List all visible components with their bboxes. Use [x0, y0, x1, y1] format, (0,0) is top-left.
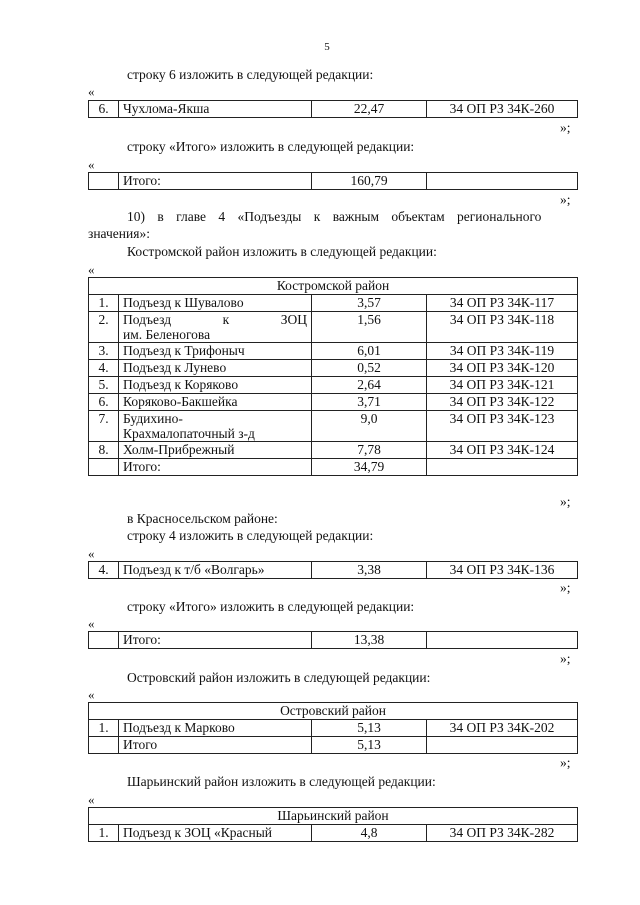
- road-name: Подъезд к т/б «Волгарь»: [119, 562, 312, 579]
- table-row: [89, 394, 578, 411]
- row-number: 7.: [89, 411, 119, 442]
- s7-table: [88, 807, 578, 842]
- s3-intro: Костромской район изложить в следующей редакции:: [127, 244, 437, 259]
- road-length: 6,01: [312, 343, 427, 360]
- total-length: 160,79: [312, 173, 427, 190]
- road-name: [119, 312, 312, 343]
- table-header-row: [89, 703, 578, 720]
- total-label: Итого: [119, 737, 312, 754]
- table-total-row: [89, 459, 578, 476]
- road-name: Подъезд к Коряково: [119, 377, 312, 394]
- row-number: 6.: [89, 394, 119, 411]
- road-length: 0,52: [312, 360, 427, 377]
- road-code: 34 ОП РЗ 34К-123: [427, 411, 578, 442]
- road-code: 34 ОП РЗ 34К-260: [427, 101, 578, 118]
- road-code: 34 ОП РЗ 34К-124: [427, 442, 578, 459]
- table-row: [89, 295, 578, 312]
- table-header: Шарьинский район: [89, 808, 578, 825]
- total-length: 13,38: [312, 632, 427, 649]
- row-number: 8.: [89, 442, 119, 459]
- road-name: Подъезд к Шувалово: [119, 295, 312, 312]
- road-length: 5,13: [312, 720, 427, 737]
- road-name-part: Будихино-: [123, 411, 183, 426]
- page-number: 5: [324, 41, 330, 53]
- row-number: 4.: [89, 360, 119, 377]
- table-row: [89, 343, 578, 360]
- table-header-row: [89, 808, 578, 825]
- row-number: 6.: [89, 101, 119, 118]
- s6-intro: Островский район изложить в следующей редакции:: [127, 670, 431, 685]
- row-number: 4.: [89, 562, 119, 579]
- table-row: [89, 173, 578, 190]
- s2-table: [88, 172, 578, 190]
- s3-open-quote: «: [88, 262, 95, 277]
- s6-open-quote: «: [88, 687, 95, 702]
- road-length: 7,78: [312, 442, 427, 459]
- road-code: 34 ОП РЗ 34К-136: [427, 562, 578, 579]
- row-number: 1.: [89, 825, 119, 842]
- table-header: Островский район: [89, 703, 578, 720]
- s2-open-quote: «: [88, 157, 95, 172]
- s4-intro2: строку 4 изложить в следующей редакции:: [127, 528, 374, 543]
- table-row: [89, 312, 578, 343]
- s5-open-quote: «: [88, 616, 95, 631]
- s6-close-quote: »;: [560, 755, 571, 770]
- table-row: [89, 720, 578, 737]
- s4-open-quote: «: [88, 546, 95, 561]
- s4-table: [88, 561, 578, 579]
- total-label: Итого:: [119, 632, 312, 649]
- table-row: [89, 562, 578, 579]
- s6-table: [88, 702, 578, 754]
- road-length: 3,57: [312, 295, 427, 312]
- s5-intro: строку «Итого» изложить в следующей редакции:: [127, 599, 415, 614]
- table-row: [89, 825, 578, 842]
- road-code: 34 ОП РЗ 34К-122: [427, 394, 578, 411]
- road-name: Коряково-Бакшейка: [119, 394, 312, 411]
- s3-paragraph-line1: [127, 209, 577, 224]
- s7-intro: Шарьинский район изложить в следующей редакции:: [127, 774, 436, 789]
- s4-intro1: в Красносельском районе:: [127, 511, 278, 526]
- table-row: [89, 442, 578, 459]
- road-name: Подъезд к Лунево: [119, 360, 312, 377]
- row-number: 2.: [89, 312, 119, 343]
- s2-close-quote: »;: [560, 192, 571, 207]
- road-code: 34 ОП РЗ 34К-202: [427, 720, 578, 737]
- road-code: 34 ОП РЗ 34К-119: [427, 343, 578, 360]
- row-number: 1.: [89, 295, 119, 312]
- road-code: 34 ОП РЗ 34К-118: [427, 312, 578, 343]
- s3-table: [88, 277, 578, 476]
- road-name: Чухлома-Якша: [119, 101, 312, 118]
- road-length: 22,47: [312, 101, 427, 118]
- road-code: 34 ОП РЗ 34К-282: [427, 825, 578, 842]
- total-label: Итого:: [119, 459, 312, 476]
- table-header: Костромской район: [89, 278, 578, 295]
- s1-close-quote: »;: [560, 120, 571, 135]
- s5-table: [88, 631, 578, 649]
- table-row: [89, 632, 578, 649]
- s1-intro: строку 6 изложить в следующей редакции:: [127, 67, 374, 82]
- table-row: [89, 101, 578, 118]
- total-label: Итого:: [119, 173, 312, 190]
- row-number: 5.: [89, 377, 119, 394]
- road-code: 34 ОП РЗ 34К-117: [427, 295, 578, 312]
- road-name-part: к: [222, 312, 230, 327]
- road-name-part: им. Беленогова: [123, 327, 211, 342]
- total-length: 5,13: [312, 737, 427, 754]
- s3-paragraph-line2: значения»:: [88, 226, 150, 241]
- road-length: 4,8: [312, 825, 427, 842]
- table-total-row: [89, 737, 578, 754]
- road-name-part: Подъезд: [123, 312, 172, 327]
- s1-open-quote: «: [88, 84, 95, 99]
- s4-close-quote: »;: [560, 580, 571, 595]
- table-row: [89, 360, 578, 377]
- road-name: Холм-Прибрежный: [119, 442, 312, 459]
- road-length: 3,38: [312, 562, 427, 579]
- road-code: 34 ОП РЗ 34К-120: [427, 360, 578, 377]
- s2-intro: строку «Итого» изложить в следующей редакции:: [127, 139, 415, 154]
- s5-close-quote: »;: [560, 651, 571, 666]
- s3-para-text: 10) в главе 4 «Подъезды к важным объектам регионального: [127, 209, 542, 224]
- road-length: 9,0: [312, 411, 427, 442]
- road-name: Подъезд к ЗОЦ «Красный: [119, 825, 312, 842]
- s3-close-quote: »;: [560, 494, 571, 509]
- road-code: 34 ОП РЗ 34К-121: [427, 377, 578, 394]
- row-number: 1.: [89, 720, 119, 737]
- road-name-part: ЗОЦ: [280, 312, 307, 327]
- road-name: [119, 411, 312, 442]
- table-row: [89, 411, 578, 442]
- s1-table: [88, 100, 578, 118]
- road-name-part: Крахмалопаточный з-д: [123, 426, 255, 441]
- total-length: 34,79: [312, 459, 427, 476]
- table-header-row: [89, 278, 578, 295]
- road-name: Подъезд к Марково: [119, 720, 312, 737]
- s7-open-quote: «: [88, 792, 95, 807]
- row-number: 3.: [89, 343, 119, 360]
- road-length: 1,56: [312, 312, 427, 343]
- road-length: 2,64: [312, 377, 427, 394]
- table-row: [89, 377, 578, 394]
- road-length: 3,71: [312, 394, 427, 411]
- road-name: Подъезд к Трифоныч: [119, 343, 312, 360]
